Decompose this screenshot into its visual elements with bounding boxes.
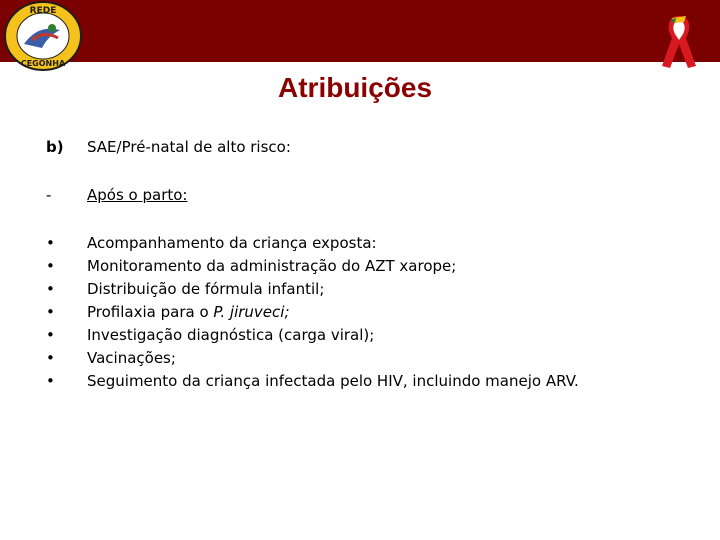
bullet-glyph: •	[46, 326, 55, 344]
bullet-glyph: •	[46, 349, 55, 367]
page-title: Atribuições	[278, 72, 433, 103]
bullet-glyph: •	[46, 372, 55, 390]
logo-text-top: REDE	[29, 6, 57, 16]
bullet-list	[0, 232, 720, 393]
list-item-text: Monitoramento da administração do AZT xarope;	[87, 257, 457, 275]
list-item	[0, 278, 720, 301]
list-item-text: Distribuição de fórmula infantil;	[87, 280, 325, 298]
list-item	[0, 370, 720, 393]
section-b-marker: b)	[46, 138, 64, 156]
bullet-glyph: •	[46, 257, 55, 275]
list-item-text: Vacinações;	[87, 349, 176, 367]
list-item	[0, 347, 720, 370]
bullet-glyph: •	[46, 280, 55, 298]
list-item-text: Acompanhamento da criança exposta:	[87, 234, 377, 252]
rede-cegonha-logo	[2, 0, 84, 72]
bullet-glyph: •	[46, 303, 55, 321]
section-after-text: Após o parto:	[87, 186, 188, 204]
section-b-text: SAE/Pré-natal de alto risco:	[87, 138, 291, 156]
logo-text-bottom: CEGONHA	[20, 59, 66, 68]
header-band	[0, 0, 720, 62]
list-item-italic: P. jiruveci;	[213, 303, 290, 321]
list-item-text: Seguimento da criança infectada pelo HIV, incluindo manejo ARV.	[87, 372, 579, 390]
list-item-text: Investigação diagnóstica (carga viral);	[87, 326, 375, 344]
list-item	[0, 324, 720, 347]
list-item	[0, 255, 720, 278]
list-item	[0, 232, 720, 255]
bullet-glyph: •	[46, 234, 55, 252]
section-after-marker: -	[46, 186, 52, 204]
list-item	[0, 301, 720, 324]
list-item-text: Profilaxia para o	[87, 303, 214, 321]
awareness-ribbon-icon	[660, 12, 698, 70]
